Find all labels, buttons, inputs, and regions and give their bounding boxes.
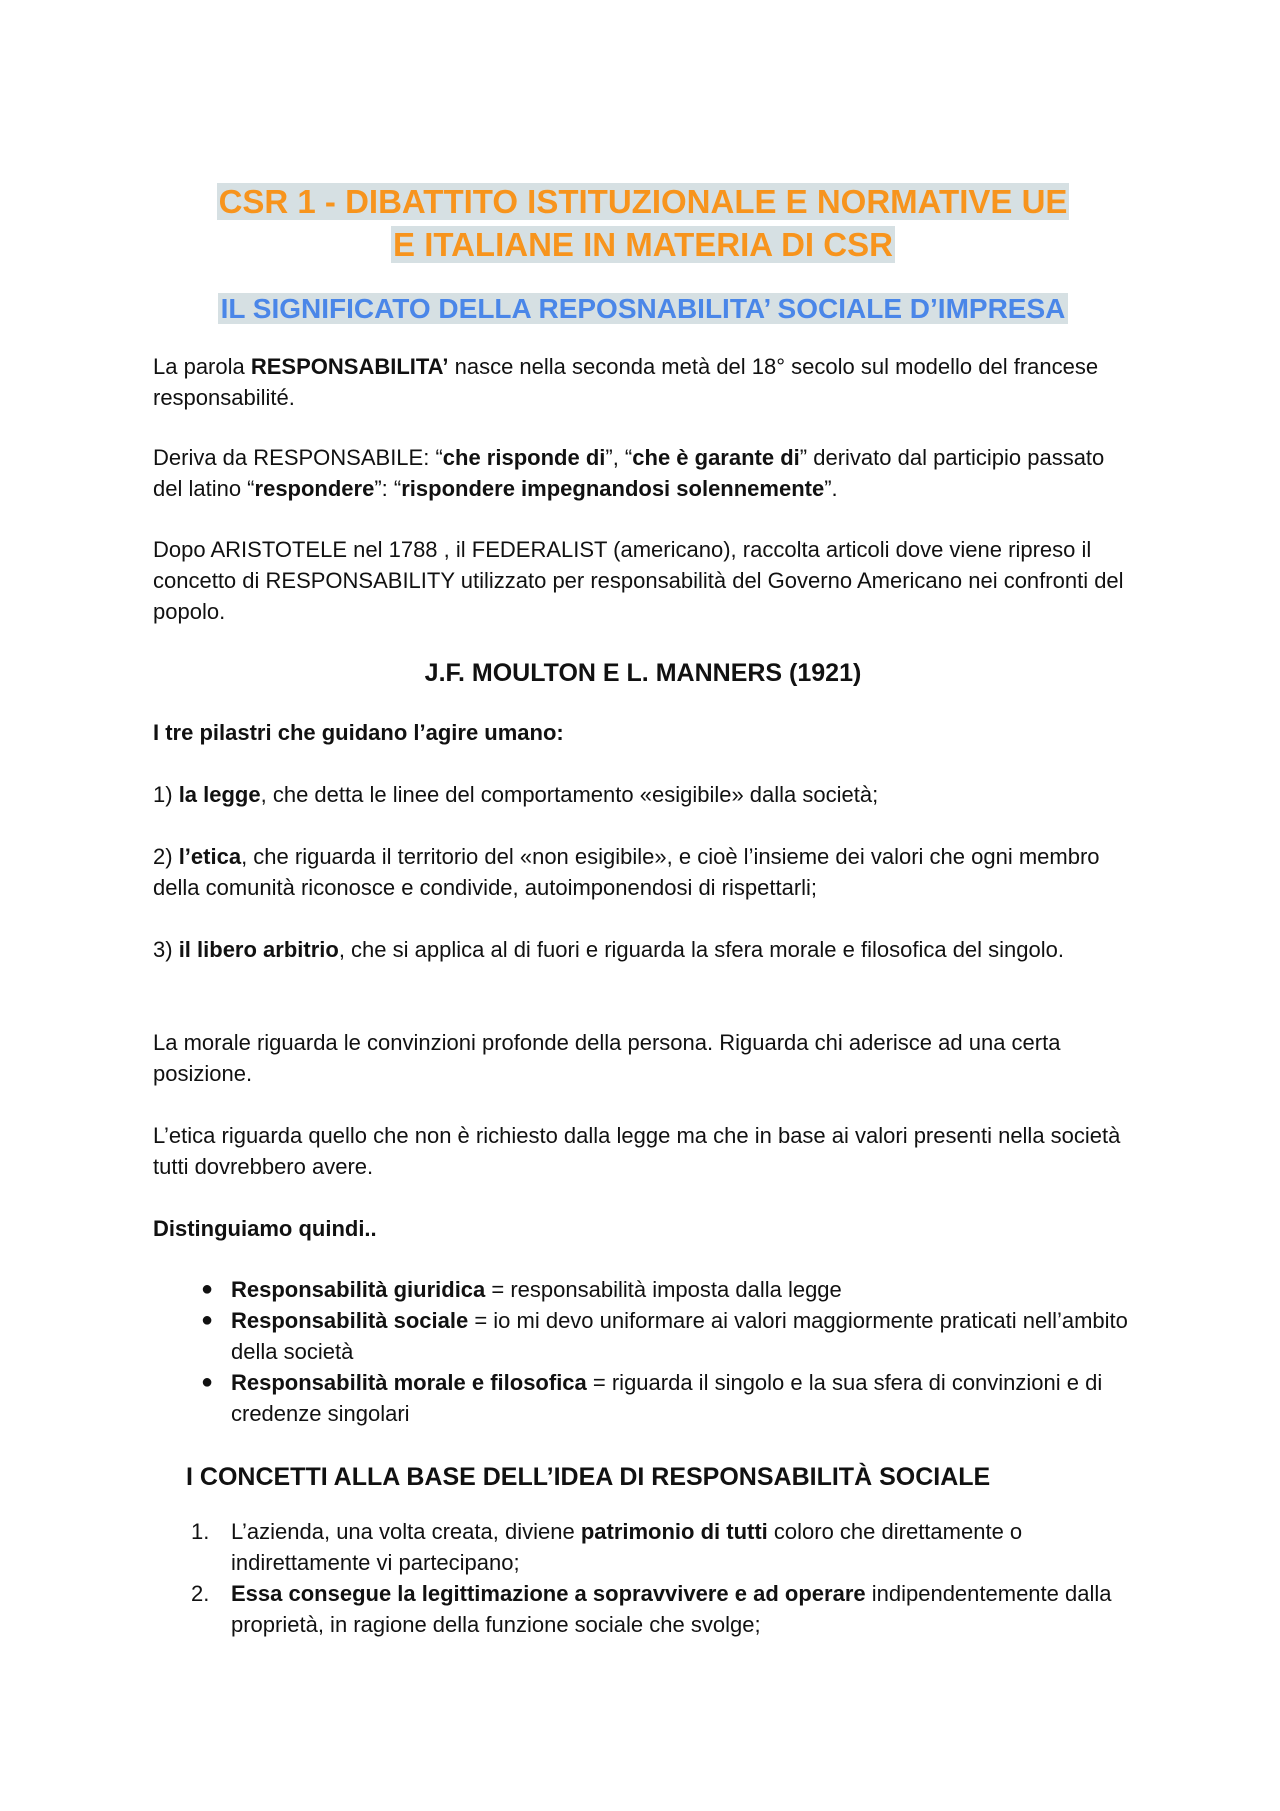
heading-moulton: J.F. MOULTON E L. MANNERS (1921): [424, 659, 862, 687]
title-line-2: E ITALIANE IN MATERIA DI CSR: [393, 226, 893, 263]
subtitle-text: IL SIGNIFICATO DELLA REPOSNABILITA’ SOCIALE D’IMPRESA: [218, 293, 1069, 324]
title-line-1: CSR 1 - DIBATTITO ISTITUZIONALE E NORMATIVE UE: [218, 183, 1068, 220]
paragraph-etica: L’etica riguarda quello che non è richiesto dalla legge ma che in base ai valori presenti nella società tutti dovrebbero avere.: [153, 1123, 1121, 1179]
paragraph-derivation: Deriva da RESPONSABILE: “che risponde di”, “che è garante di” derivato dal participio passato del latino “respondere”: “rispondere impegnandosi solennemente”.: [153, 445, 1105, 501]
distinguiamo-label: Distinguiamo quindi..: [153, 1216, 377, 1241]
pillar-1: 1) la legge, che detta le linee del comportamento «esigibile» dalla società;: [153, 782, 879, 807]
list-number: 2.: [191, 1581, 210, 1606]
bullet-icon: ●: [200, 1278, 214, 1300]
numbered-list: [153, 1516, 1133, 1640]
list-item: 1. L’azienda, una volta creata, diviene patrimonio di tutti coloro che direttamente o indirettamente vi partecipano;: [153, 1516, 1133, 1578]
section-subtitle: [153, 292, 1133, 326]
heading-concetti: I CONCETTI ALLA BASE DELL’IDEA DI RESPONSABILITÀ SOCIALE: [186, 1463, 991, 1491]
pillars-intro: I tre pilastri che guidano l’agire umano:: [153, 720, 564, 745]
paragraph-origin: La parola RESPONSABILITA’ nasce nella seconda metà del 18° secolo sul modello del francese responsabilité.: [153, 354, 1099, 410]
list-item: ● Responsabilità sociale = io mi devo uniformare ai valori maggiormente praticati nell’ambito della società: [153, 1305, 1133, 1367]
paragraph-morale: La morale riguarda le convinzioni profonde della persona. Riguarda chi aderisce ad una certa posizione.: [153, 1030, 1061, 1086]
list-number: 1.: [191, 1519, 210, 1544]
bullet-icon: ●: [200, 1371, 214, 1393]
list-item: 2. Essa consegue la legittimazione a sopravvivere e ad operare indipendentemente dalla proprietà, in ragione della funzione sociale che svolge;: [153, 1578, 1133, 1640]
list-item: ● Responsabilità morale e filosofica = riguarda il singolo e la sua sfera di convinzioni e di credenze singolari: [153, 1367, 1133, 1429]
pillar-2: 2) l’etica, che riguarda il territorio del «non esigibile», e cioè l’insieme dei valori che ogni membro della comunità riconosce e condivide, autoimponendosi di rispettarli;: [153, 844, 1100, 900]
document-title: [153, 180, 1133, 266]
paragraph-federalist: Dopo ARISTOTELE nel 1788 , il FEDERALIST (americano), raccolta articoli dove viene ripreso il concetto di RESPONSABILITY utilizzato per responsabilità del Governo Americano nei confronti del popolo.: [153, 537, 1124, 624]
list-item: ● Responsabilità giuridica = responsabilità imposta dalla legge: [153, 1274, 1133, 1305]
pillar-3: 3) il libero arbitrio, che si applica al di fuori e riguarda la sfera morale e filosofica del singolo.: [153, 937, 1064, 962]
bullet-icon: ●: [200, 1309, 214, 1331]
bullet-list: [153, 1274, 1133, 1429]
